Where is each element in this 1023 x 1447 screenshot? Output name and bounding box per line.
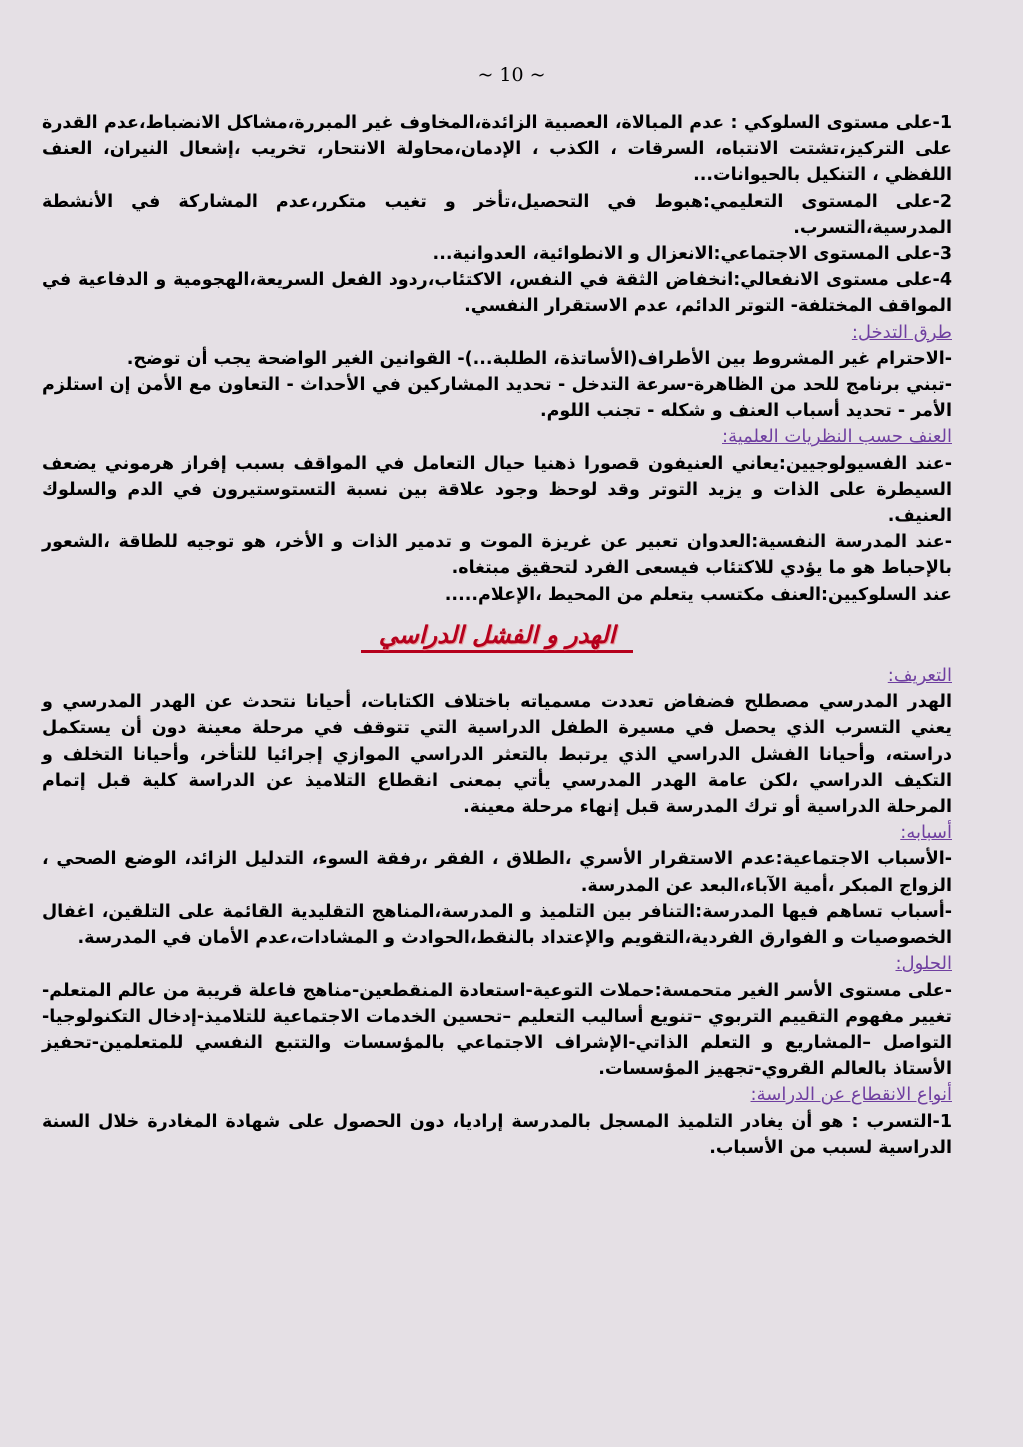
effect-educational: 2-على المستوى التعليمي:هبوط في التحصيل،تأخر و تغيب متكرر،عدم المشاركة في الأنشطة المدرسية،التسرب. — [42, 191, 952, 238]
definition-heading: التعريف: — [887, 665, 952, 687]
effect-emotional: 4-على مستوى الانفعالي:انخفاض الثقة في النفس، الاكتئاب،ردود الفعل السريعة،الهجومية و الدفاعية في المواقف المختلفة- التوتر الدائم، عدم الاستقرار النفسي. — [42, 270, 952, 317]
solutions-text: -على مستوى الأسر الغير متحمسة:حملات التوعية-استعادة المنقطعين-مناهج فاعلة قريبة من عالم المتعلم-تغيير مفهوم التقييم التربوي –تنويع أساليب التعليم –تحسين الخدمات الاجتماعية للتلاميذ-إدخال التكنولوجيا-التواصل –المشاريع و التعلم الذاتي-الإشراف الاجتماعي بالمؤسسات والتتبع النفسي للمتعلمين-تحفيز الأستاذ بالعالم القروي-تجهيز المؤسسات. — [42, 980, 952, 1080]
intervention-item: -الاحترام غير المشروط بين الأطراف(الأساتذة، الطلبة...)- القوانين الغير الواضحة يجب أن توضح. — [126, 348, 952, 369]
effect-social: 3-على المستوى الاجتماعي:الانعزال و الانطوائية، العدوانية... — [432, 244, 952, 265]
theory-item: -عند الفسيولوجيين:يعاني العنيفون قصورا ذهنيا حيال التعامل في المواقف بسبب إفراز هرموني يضعف السيطرة على الذات و يزيد التوتر وقد لوحظ وجود علاقة بين نسبة التستوستيرون في الدم والسلوك العنيف. — [42, 453, 952, 527]
effect-behavioral: 1-على مستوى السلوكي : عدم المبالاة، العصبية الزائدة،المخاوف غير المبررة،مشاكل الانضباط،عدم القدرة على التركيز،تشتت الانتباه، السرقات ، الكذب ، الإدمان،محاولة الانتحار، تخريب ،إشعال النيران، العنف اللفظي ، التنكيل بالحيوانات... — [42, 113, 952, 186]
causes-heading: أسبابه: — [900, 822, 952, 844]
intervention-item: -تبني برنامج للحد من الظاهرة-سرعة التدخل - تحديد المشاركين في الأحداث - التعاون مع الأمن إن استلزم الأمر - تحديد أسباب العنف و شكله - تجنب اللوم. — [42, 375, 952, 422]
dropout-type-item: 1-التسرب : هو أن يغادر التلميذ المسجل بالمدرسة إراديا، دون الحصول على شهادة المغادرة خلال السنة الدراسية لسبب من الأسباب. — [42, 1111, 952, 1158]
dropout-types-heading: أنواع الانقطاع عن الدراسة: — [750, 1084, 952, 1106]
theory-item: عند السلوكيين:العنف مكتسب يتعلم من المحيط ،الإعلام..... — [444, 584, 952, 605]
cause-item: -أسباب تساهم فيها المدرسة:التنافر بين التلميذ و المدرسة،المناهج التقليدية القائمة على التلقين، اغفال الخصوصيات و الفوارق الفردية،التقويم والإعتداد بالنقط،الحوادث و المشادات،عدم الأمان في المدرسة. — [42, 901, 952, 949]
section-title-text: الهدر و الفشل الدراسي — [361, 622, 634, 653]
solutions-heading: الحلول: — [895, 953, 952, 975]
page-number: ~ 10 ~ — [477, 64, 546, 86]
theory-item: -عند المدرسة النفسية:العدوان تعبير عن غريزة الموت و تدمير الذات و الأخر، هو توجيه للطاقة ،الشعور بالإحباط هو ما يؤدي للاكتئاب فيسعى الفرد لتحقيق مبتغاه. — [42, 532, 952, 579]
section-title — [42, 619, 952, 653]
intervention-heading: طرق التدخل: — [851, 321, 952, 343]
theories-heading: العنف حسب النظريات العلمية: — [722, 426, 952, 448]
page-content — [42, 110, 952, 1161]
definition-text: الهدر المدرسي مصطلح فضفاض تعددت مسمياته باختلاف الكتابات، أحيانا نتحدث عن الهدر المدرسي و يعني التسرب الذي يحصل في مسيرة الطفل الدراسية التي تتوقف في مرحلة معينة دون أن يستكمل دراسته، وأحيانا الفشل الدراسي الذي يرتبط بالتعثر الدراسي الموازي إجرائيا للتأخر، وأحيانا التخلف و التكيف الدراسي ،لكن عامة الهدر المدرسي يأتي بمعنى انقطاع التلاميذ عن الدراسة كلية قبل إتمام المرحلة الدراسية أو ترك المدرسة قبل إنهاء مرحلة معينة. — [42, 692, 952, 818]
cause-item: -الأسباب الاجتماعية:عدم الاستقرار الأسري ،الطلاق ، الفقر ،رفقة السوء، التدليل الزائد، الوضع الصحي ، الزواج المبكر ،أمية الآباء،البعد عن المدرسة. — [42, 849, 952, 896]
